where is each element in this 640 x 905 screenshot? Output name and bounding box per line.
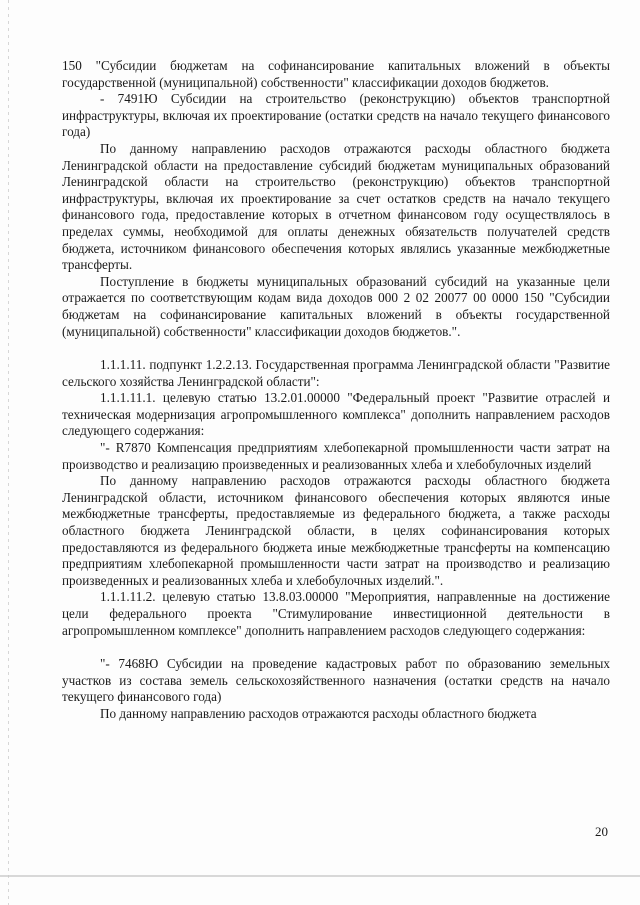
paragraph-9: 1.1.1.11.2. целевую статью 13.8.03.00000 "Мероприятия, направленные на достижение цели федерального проекта "Стимулирование инвестиционной деятельности в агропромышленном комплексе" дополнить направлением расходов следующего содержания: [62, 589, 610, 638]
scan-bottom-edge [0, 875, 640, 877]
paragraph-2: - 7491Ю Субсидии на строительство (реконструкцию) объектов транспортной инфраструктуры, включая их проектирование (остатки средств на начало текущего финансового года) [62, 91, 610, 140]
paragraph-10: "- 7468Ю Субсидии на проведение кадастровых работ по образованию земельных участков из состава земель сельскохозяйственного назначения (остатки средств на начало текущего финансового года) [62, 656, 610, 705]
paragraph-3: По данному направлению расходов отражаются расходы областного бюджета Ленинградской области на предоставление субсидий бюджетам муниципальных образований Ленинградской области на строительство (реконструкцию) объектов транспортной инфраструктуры, включая их проектирование за счет остатков средств на начало текущего финансового года, предоставление которых в отчетном финансовом году осуществлялось в пределах суммы, необходимой для оплаты денежных обязательств получателей средств бюджета, источником финансового обеспечения которых являлись указанные межбюджетные трансферты. [62, 140, 610, 273]
document-body [62, 58, 610, 723]
paragraph-4: Поступление в бюджеты муниципальных образований субсидий на указанные цели отражается по соответствующим кодам вида доходов 000 2 02 20077 00 0000 150 "Субсидии бюджетам на софинансирование капитальных вложений в объекты государственной (муниципальной) собственности" классификации доходов бюджетов.". [62, 273, 610, 339]
paragraph-6: 1.1.1.11.1. целевую статью 13.2.01.00000 "Федеральный проект "Развитие отраслей и техническая модернизация агропромышленного комплекса" дополнить направлением расходов следующего содержания: [62, 390, 610, 439]
paragraph-11: По данному направлению расходов отражаются расходы областного бюджета [100, 705, 537, 721]
scan-left-edge [8, 0, 9, 905]
paragraph-7: "- R7870 Компенсация предприятиям хлебопекарной промышленности части затрат на производство и реализацию произведенных и реализованных хлеба и хлебобулочных изделий [62, 440, 610, 472]
page-number: 20 [595, 824, 608, 839]
paragraph-1: 150 "Субсидии бюджетам на софинансирование капитальных вложений в объекты государственной (муниципальной) собственности" классификации доходов бюджетов. [62, 58, 610, 90]
paragraph-5: 1.1.1.11. подпункт 1.2.2.13. Государственная программа Ленинградской области "Развитие сельского хозяйства Ленинградской области": [62, 357, 610, 389]
paragraph-8: По данному направлению расходов отражаются расходы областного бюджета Ленинградской области, источником финансового обеспечения которых являются иные межбюджетные трансферты, предоставляемые из федерального бюджета, а также расходы областного бюджета Ленинградской области, в целях софинансирования которых предоставляются из федерального бюджета иные межбюджетные трансферты на компенсацию предприятиям хлебопекарной промышленности части затрат на производство и реализацию произведенных и реализованных хлеба и хлебобулочных изделий.". [62, 473, 610, 588]
